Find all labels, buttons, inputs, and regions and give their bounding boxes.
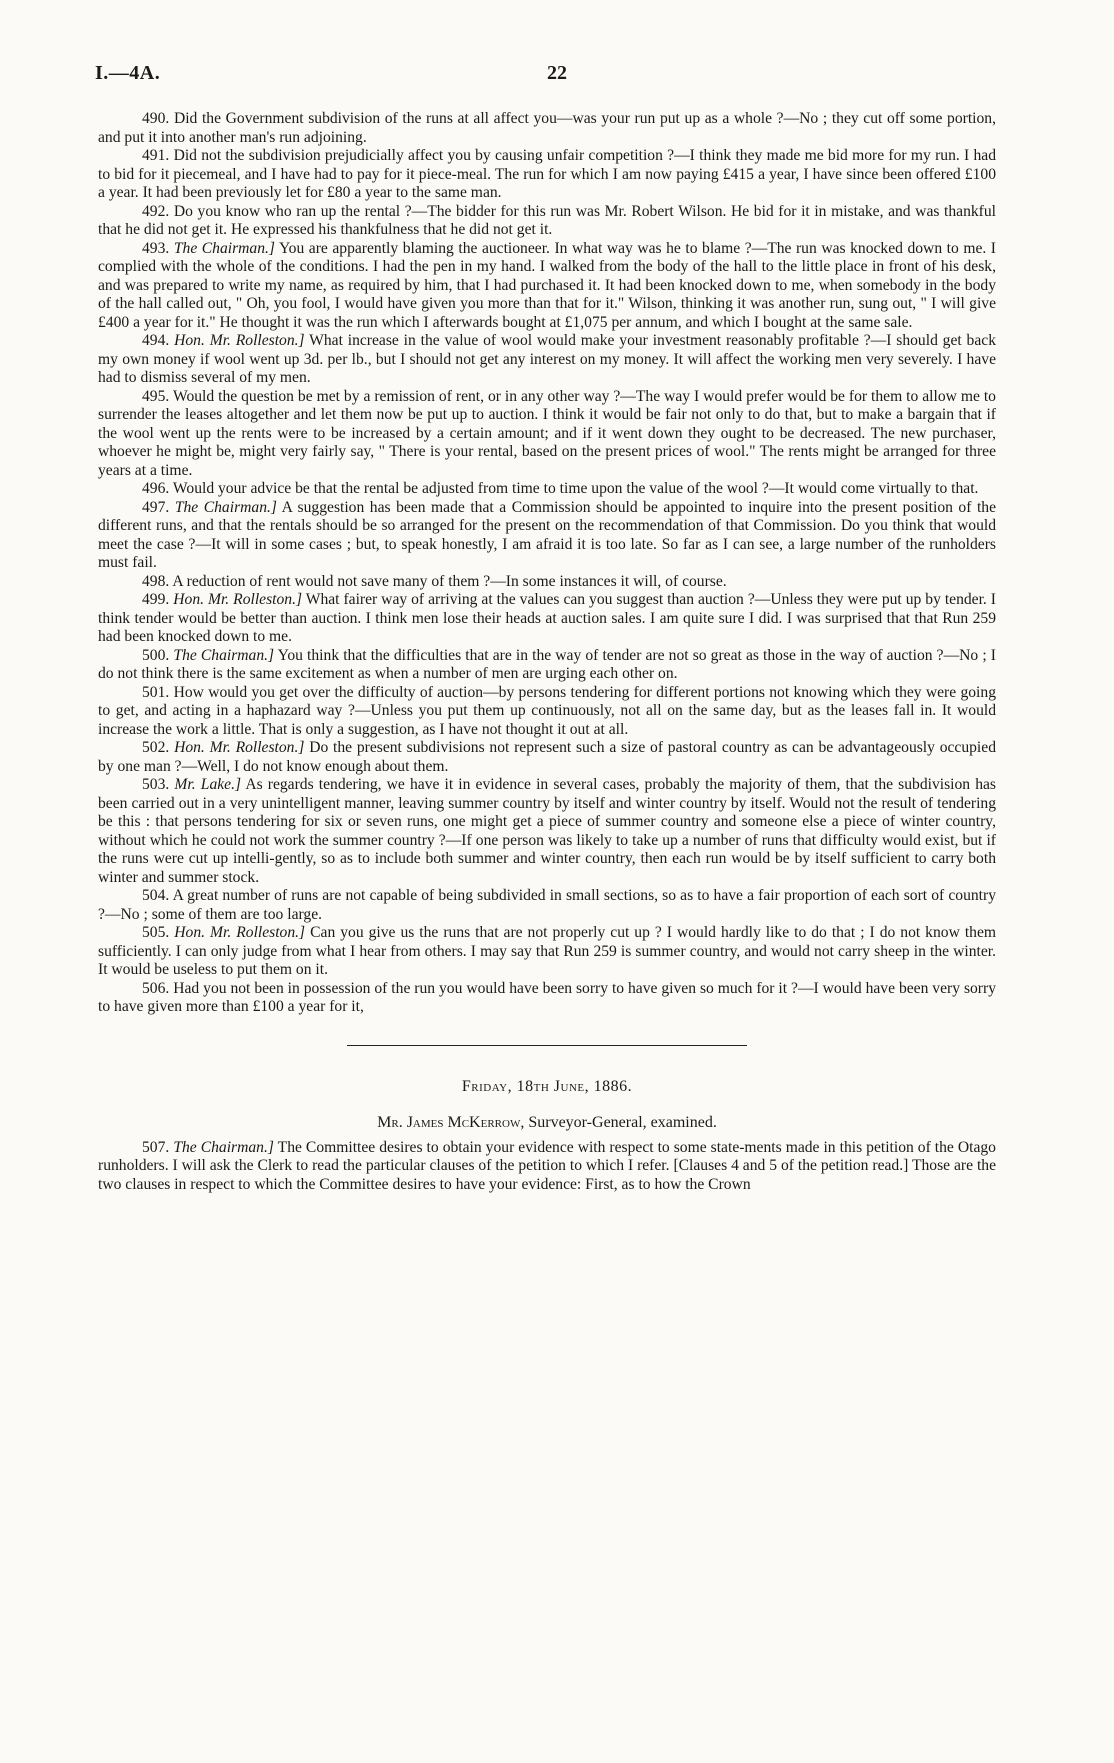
question-paragraph [98,203,996,240]
question-text: Did the Government subdivision of the runs at all affect you—was your run put up as a whole ?—No ; they cut off some portion, and put it into another man's run adjoining. [98,110,996,146]
question-paragraph [98,980,996,1017]
question-text: As regards tendering, we have it in evidence in several cases, probably the majority of them, that the subdivision has been carried out in a very unintelligent manner, leaving summer country by itself and winter country by itself. Would not the result of tendering be this : that persons tendering for six or seven runs, one might get a piece of summer country and someone else a piece of winter country, without which he could not work the summer country ?—If one person was likely to take up a number of runs that difficulty would exist, but if the runs were cut up intelli-gently, so as to include both summer and winter country, then each run would be by itself sufficient to carry both winter and summer stock. [98,776,996,886]
question-paragraph [98,147,996,203]
document-reference: I.—4A. [95,62,161,84]
question-paragraph [98,388,996,481]
question-paragraph [98,332,996,388]
question-text: How would you get over the difficulty of auction—by persons tendering for different portions not knowing which they were going to get, and acting in a haphazard way ?—Unless you put them up continuously, not all on the same day, but as the leases fall in. It would increase the work a little. That is only a suggestion, as I have not thought it out at all. [98,683,996,738]
question-text: What fairer way of arriving at the values can you suggest than auction ?—Unless they were put up by tender. I think tender would be better than auction. I think men lose their heads at auction sales. I am quite sure I did. I was surprised that that Run 259 had been knocked down to me. [98,591,996,645]
question-text: A reduction of rent would not save many of them ?—In some instances it will, of course. [172,572,727,590]
evidence-body [98,110,996,1194]
question-number: 497. [142,498,170,516]
speaker-name: The Chairman.] [173,1138,274,1156]
page-number: 22 [547,62,567,84]
question-number: 504. [142,887,170,904]
question-text: What increase in the value of wool would make your investment reasonably profitable ?—I should get back my own money if wool went up 3d. per lb., but I should not get any interest on my money. It will affect the working men very severely. I have had to dismiss several of my men. [98,332,996,386]
question-paragraph [98,480,996,499]
question-text: You are apparently blaming the auctioneer. In what way was he to blame ?—The run was knocked down to me. I complied with the whole of the conditions. I had the pen in my hand. I walked from the body of the hall to the little place in front of his desk, and was prepared to write my name, as required by him, that I had purchased it. It had been knocked down to me, when somebody in the body of the hall called out, " Oh, you fool, I would have given you more than that for it." Wilson, thinking it was another run, sung out, " I will give £400 a year for it." He thought it was the run which I afterwards bought at £1,075 per annum, and which I bought at the same sale. [98,239,997,331]
question-paragraph [98,739,996,776]
section-divider [347,1045,747,1046]
question-number: 492. [142,202,170,220]
question-text: Would your advice be that the rental be adjusted from time to time upon the value of the wool ?—It would come virtually to that. [172,480,979,497]
question-number: 494. [142,332,170,349]
question-paragraph [98,647,996,684]
question-number: 500. [142,646,170,664]
speaker-name: Hon. Mr. Rolleston.] [173,591,303,608]
question-number: 496. [142,480,170,497]
question-paragraph [98,573,996,592]
question-text: A great number of runs are not capable of being subdivided in small sections, so as to have a fair proportion of each sort of country ?—No ; some of them are too large. [98,887,996,923]
speaker-name: Hon. Mr. Rolleston.] [174,332,305,349]
witness-description: , Surveyor-General, examined. [520,1114,717,1131]
question-number: 490. [142,110,170,127]
question-text: Did not the subdivision prejudicially affect you by causing unfair competition ?—I think they made me bid more for my run. I had to bid for it piecemeal, and I have had to pay for it piece-meal. The run for which I am now paying £415 a year, I have since been offered £100 a year. It had been previously let for £80 a year to the same man. [98,147,997,201]
question-text: The Committee desires to obtain your evidence with respect to some state-ments made in this petition of the Otago runholders. I will ask the Clerk to read the particular clauses of the petition to which I refer. [Clauses 4 and 5 of the petition read.] Those are the two clauses in respect to which the Committee desires to have your evidence: First, as to how the Crown [98,1138,996,1193]
speaker-name: Hon. Mr. Rolleston.] [174,924,306,941]
question-paragraph [98,924,996,980]
question-text: Had you not been in possession of the run you would have been sorry to have given so much for it ?—I would have been very sorry to have given more than £100 a year for it, [98,979,996,1015]
question-number: 507. [142,1138,170,1156]
question-number: 505. [142,924,170,941]
witness-name: Mr. James McKerrow [377,1114,521,1131]
page-header [95,62,1019,88]
question-number: 503. [142,776,170,793]
question-text: Would the question be met by a remission of rent, or in any other way ?—The way I would prefer would be for them to allow me to surrender the leases altogether and let them now be put up to auction. I think it would be fair not only to do that, but to make a bargain that if the wool went up the rents were to be increased by a certain amount; and if it went down they ought to be decreased. The new purchaser, whoever he might be, might very fairly say, " There is your rental, based on the present prices of wool." The rents might be arranged for three years at a time. [98,387,996,479]
question-number: 498. [142,572,170,590]
session-date: Friday, 18th June, 1886. [461,1077,633,1095]
question-paragraph [98,1139,996,1195]
question-text: You think that the difficulties that are in the way of tender are not so great as those in the way of auction ?—No ; I do not think there is the same excitement as when a number of men are urging each other on. [98,646,996,682]
evidence-paragraphs-continued [98,1139,996,1195]
question-paragraph [98,499,996,573]
question-paragraph [98,887,996,924]
witness-line [98,1114,996,1133]
question-number: 506. [142,979,170,997]
question-paragraph [98,684,996,740]
speaker-name: Hon. Mr. Rolleston.] [174,739,305,756]
question-paragraph [98,591,996,647]
question-text: Do the present subdivisions not represent such a size of pastoral country as can be advantageously occupied by one man ?—Well, I do not know enough about them. [98,739,996,775]
question-text: Do you know who ran up the rental ?—The bidder for this run was Mr. Robert Wilson. He bid for it in mistake, and was thankful that he did not get it. He expressed his thankfulness that he did not get it. [98,202,997,238]
evidence-paragraphs [98,110,996,1017]
speaker-name: The Chairman.] [173,646,275,664]
question-paragraph [98,110,996,147]
question-text: Can you give us the runs that are not properly cut up ? I would hardly like to do that ; I do not know them sufficiently. I can only judge from what I hear from others. I may say that Run 259 is summer country, and would not carry sheep in the winter. It would be useless to put them on it. [98,924,997,978]
question-paragraph [98,776,996,887]
question-number: 491. [142,147,170,164]
question-number: 501. [142,683,170,701]
question-number: 493. [142,239,170,257]
speaker-name: The Chairman.] [174,498,277,516]
question-text: A suggestion has been made that a Commission should be appointed to inquire into the present position of the different runs, and that the rentals should be so arranged for the present on the recommendation of that Commission. Do you think that would meet the case ?—It will in some cases ; but, to speak honestly, I am afraid it is too late. So far as I can see, a large number of the runholders must fail. [98,498,996,571]
question-number: 499. [142,591,170,608]
question-number: 502. [142,739,170,756]
question-number: 495. [142,387,170,405]
speaker-name: Mr. Lake.] [174,776,242,793]
question-paragraph [98,240,996,333]
speaker-name: The Chairman.] [173,239,275,257]
